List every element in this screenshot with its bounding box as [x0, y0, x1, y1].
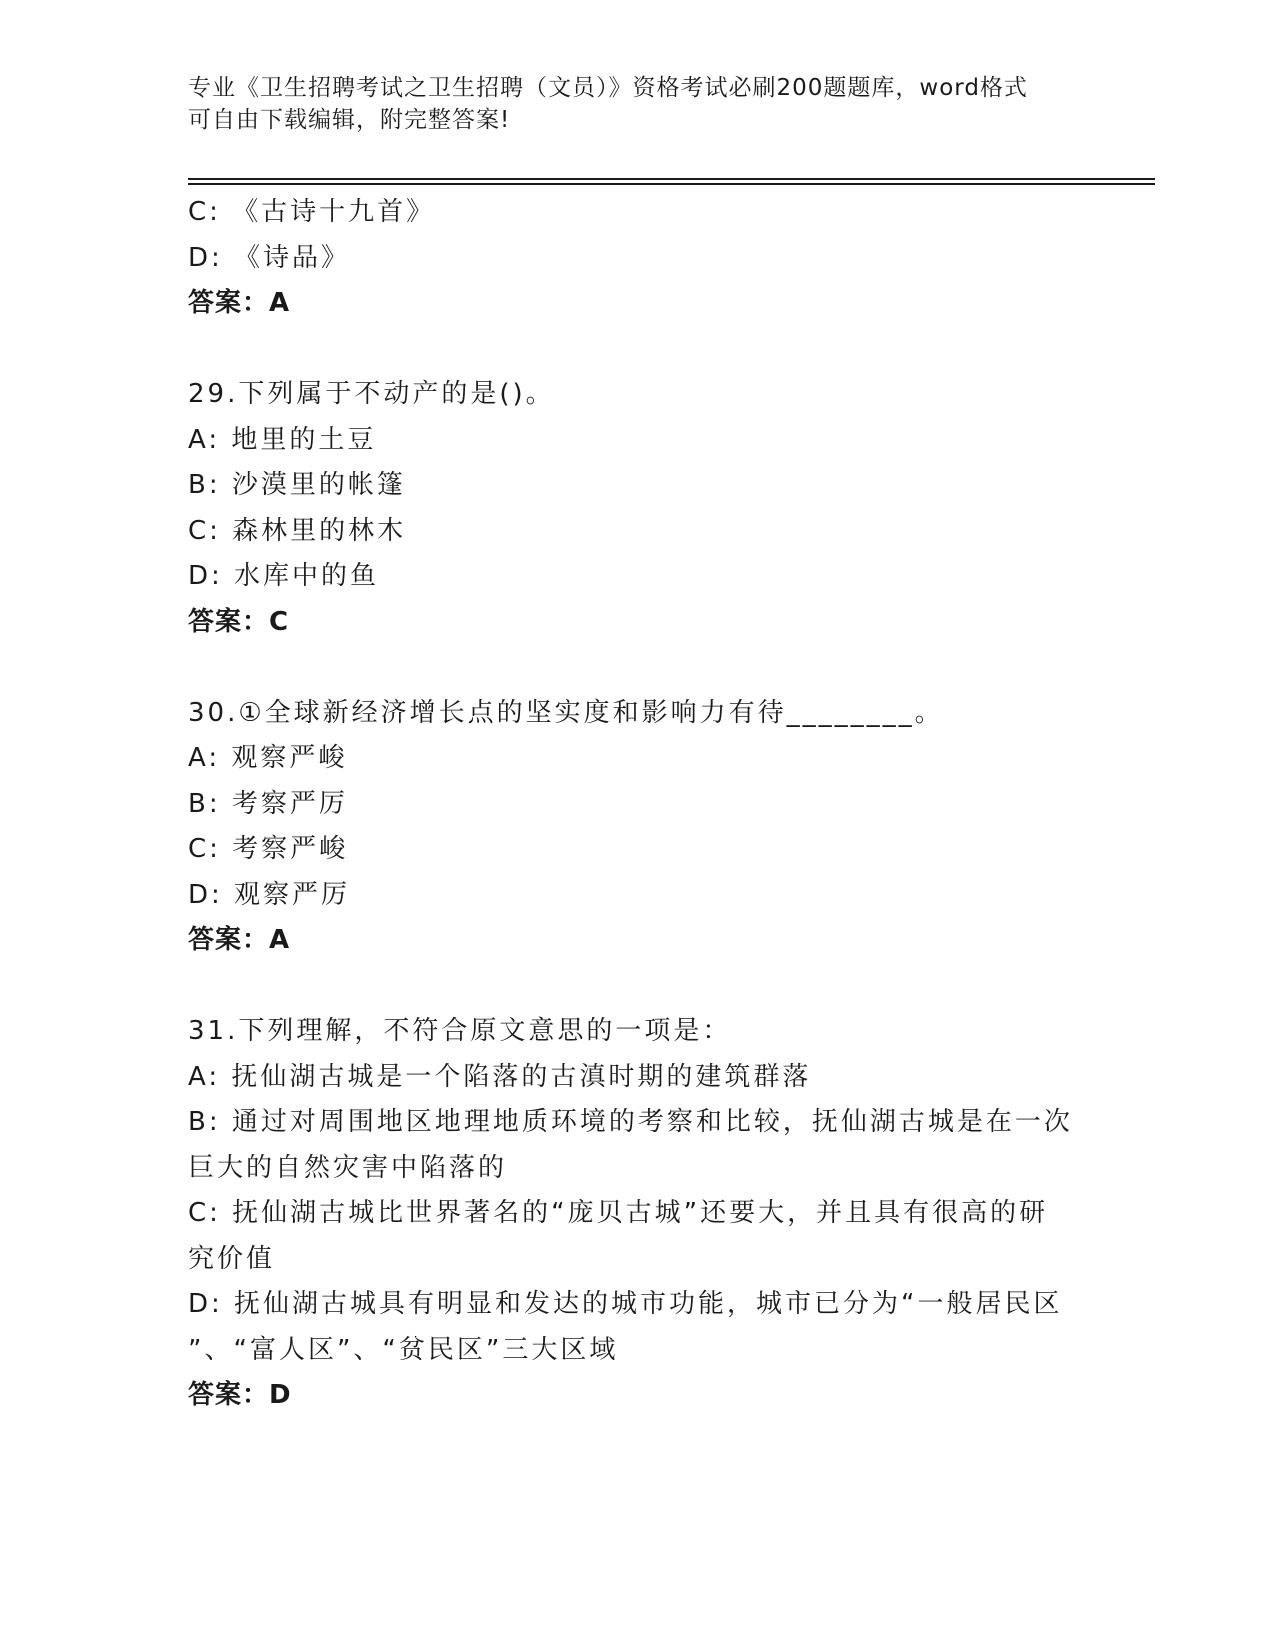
q31-answer: 答案：D: [188, 1380, 292, 1410]
q30-answer: 答案：A: [188, 925, 291, 955]
q31-stem: 31.下列理解，不符合原文意思的一项是：: [188, 1016, 732, 1046]
spacer: [188, 964, 1088, 1010]
header-divider-top: [188, 178, 1155, 180]
q30-option-d: D: 观察严厉: [188, 879, 351, 910]
q30-option-c: C: 考察严峻: [188, 834, 349, 864]
q28-option-d: D: 《诗品》: [188, 242, 351, 273]
q30-option-b: B: 考察严厉: [188, 788, 348, 819]
document-header: [188, 72, 1068, 136]
q28-answer: 答案：A: [188, 288, 291, 318]
header-line-1: 专业《卫生招聘考试之卫生招聘（文员）》资格考试必刷200题题库，word格式: [188, 75, 1028, 101]
q31-option-b-line-2: 巨大的自然灾害中陷落的: [188, 1152, 508, 1183]
q31-option-d-line-1: D: 抚仙湖古城具有明显和发达的城市功能，城市已分为“一般居民区: [188, 1289, 1063, 1319]
q31-option-c-line-1: C: 抚仙湖古城比世界著名的“庞贝古城”还要大，并且具有很高的研: [188, 1198, 1049, 1228]
q31-option-a: A: 抚仙湖古城是一个陷落的古滇时期的建筑群落: [188, 1061, 812, 1092]
q28-option-c: C: 《古诗十九首》: [188, 197, 436, 227]
q29-stem: 29.下列属于不动产的是()。: [188, 379, 555, 409]
header-line-2: 可自由下载编辑，附完整答案!: [188, 107, 511, 133]
q29-option-c: C: 森林里的林木: [188, 515, 407, 546]
q31-option-c-line-2: 究价值: [188, 1243, 276, 1274]
spacer: [188, 645, 1088, 691]
spacer: [188, 327, 1088, 373]
question-content: [188, 190, 1088, 1419]
q29-option-d: D: 水库中的鱼: [188, 561, 380, 591]
q30-stem: 30.①全球新经济增长点的坚实度和影响力有待________。: [188, 697, 944, 728]
q31-option-b-line-1: B: 通过对周围地区地理地质环境的考察和比较，抚仙湖古城是在一次: [188, 1107, 1073, 1137]
q29-answer: 答案：C: [188, 606, 290, 637]
q31-option-d-line-2: ”、“富人区”、“贫民区”三大区域: [188, 1334, 619, 1365]
header-divider-bottom: [188, 183, 1155, 185]
q30-option-a: A: 观察严峻: [188, 743, 348, 773]
q29-option-b: B: 沙漠里的帐篷: [188, 470, 406, 500]
q29-option-a: A: 地里的土豆: [188, 424, 377, 455]
